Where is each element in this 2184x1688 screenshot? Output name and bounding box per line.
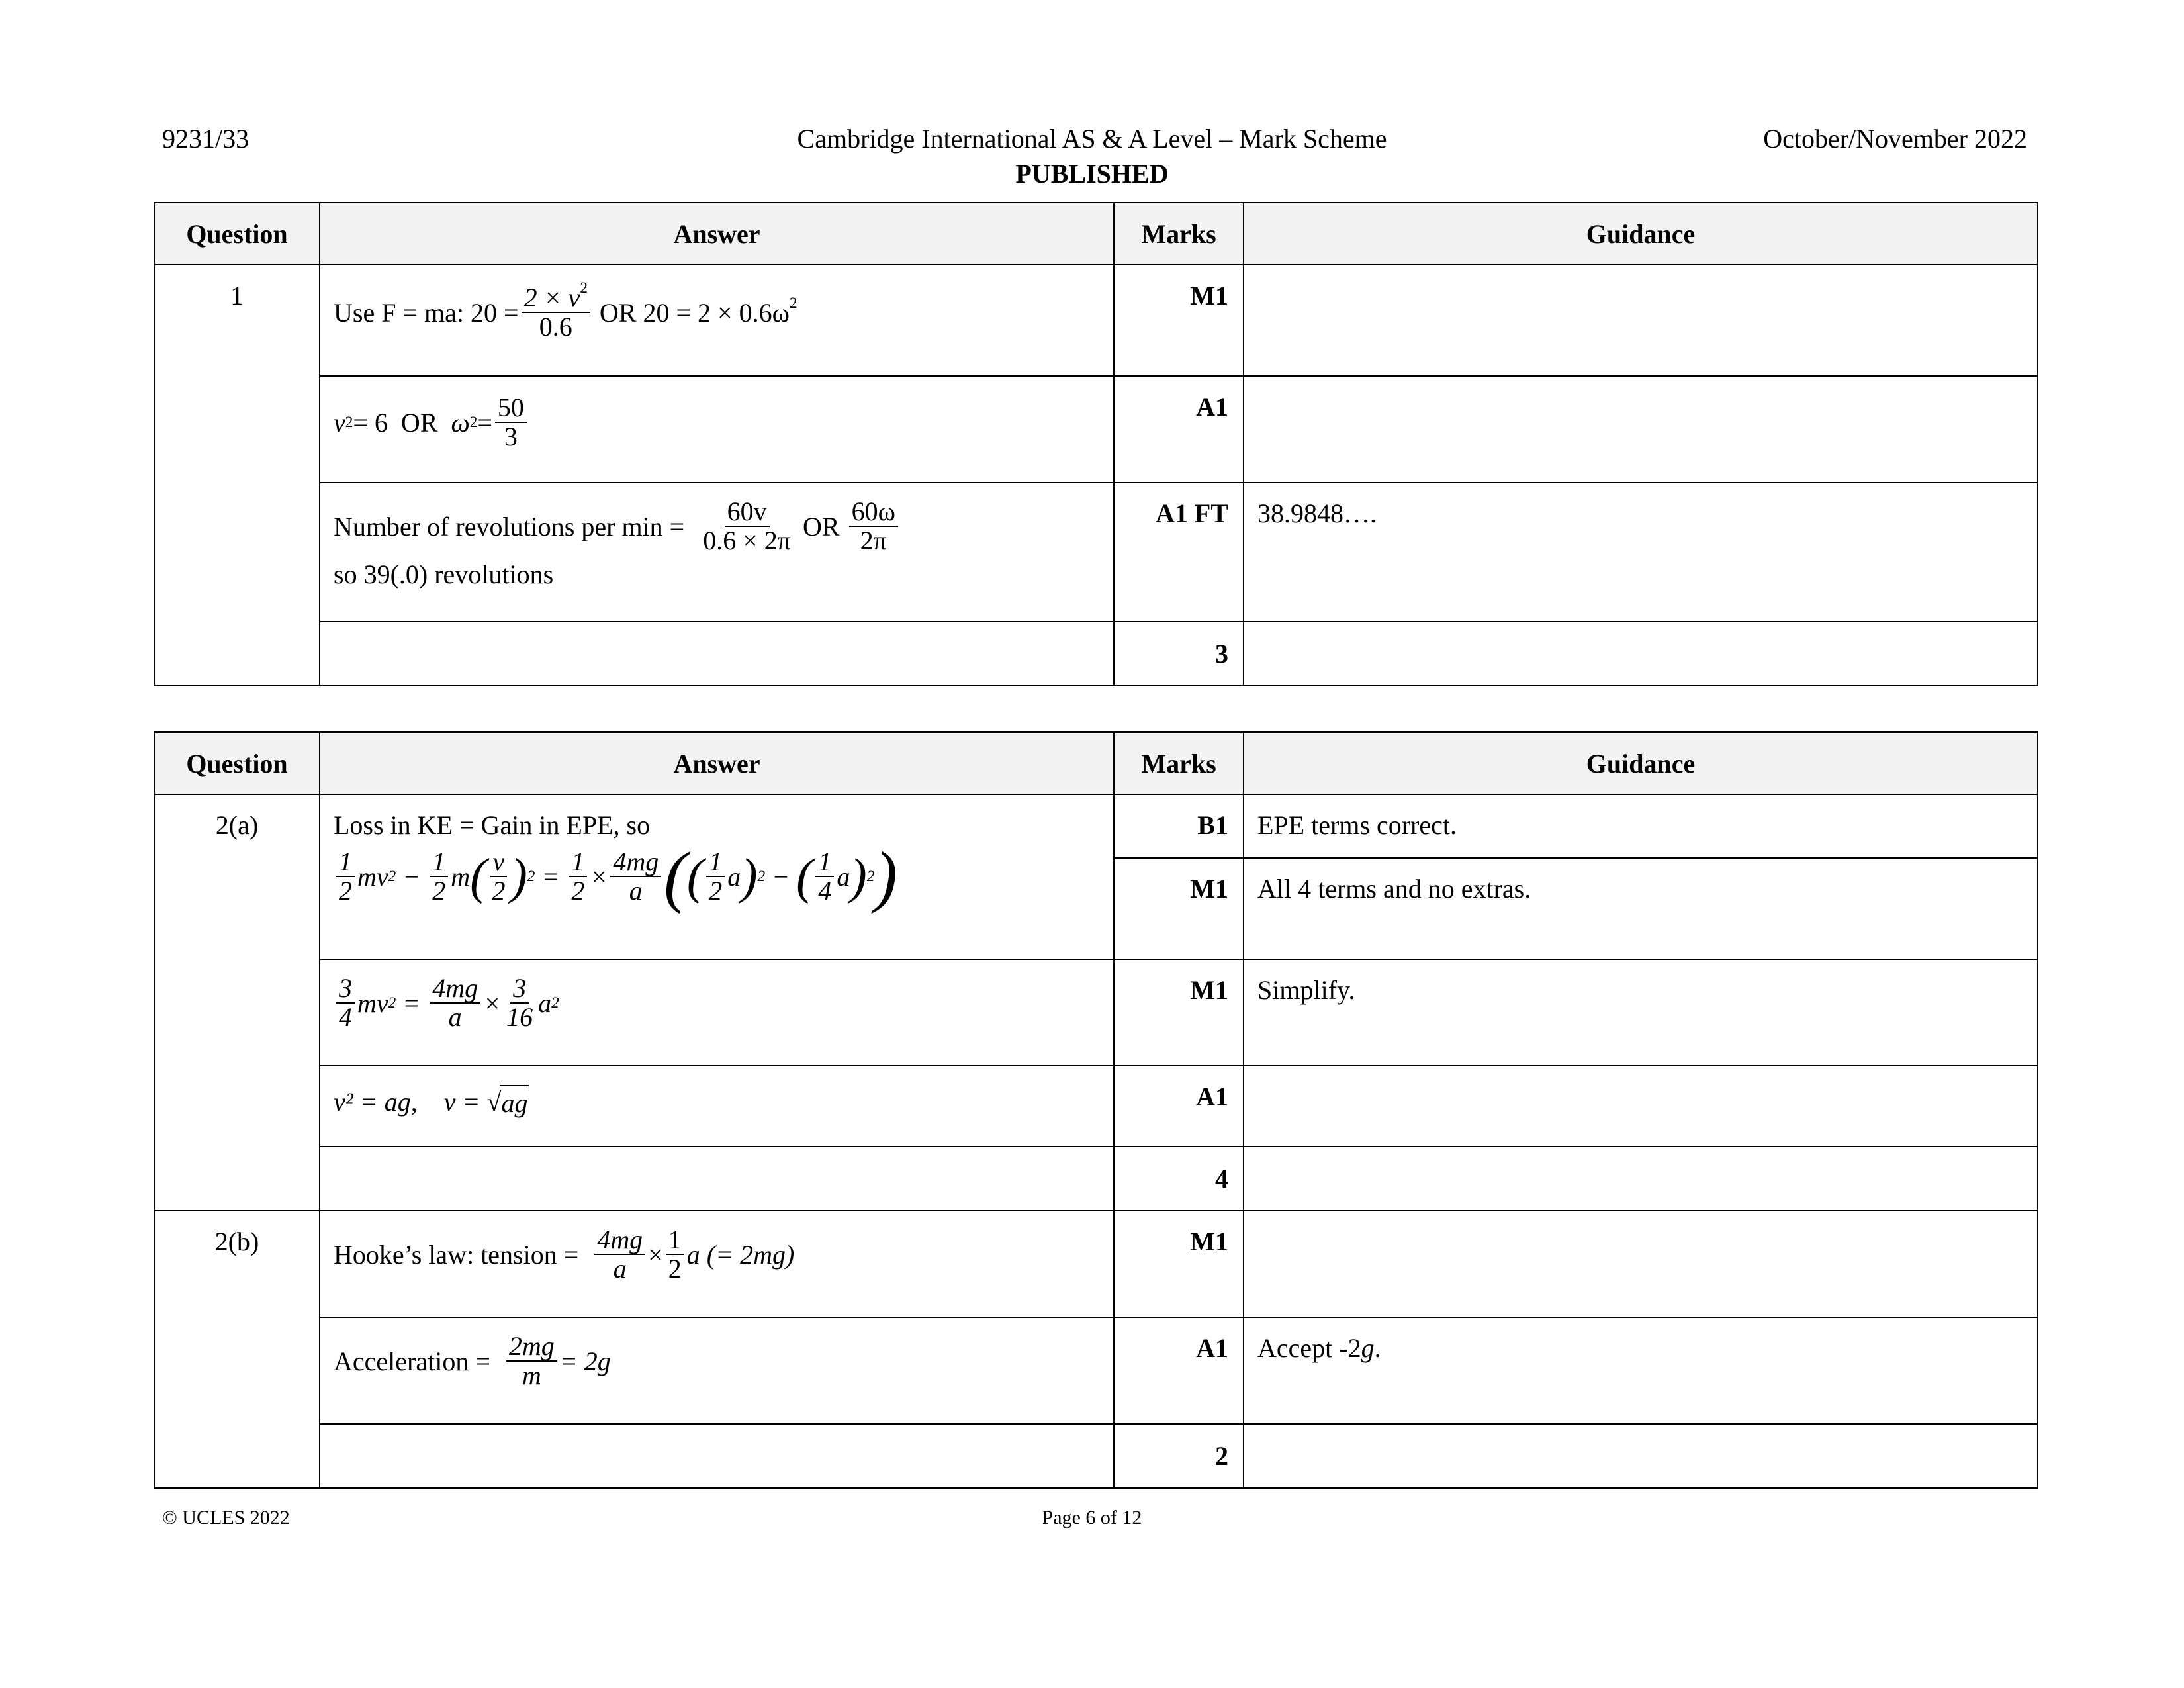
- fraction: [506, 1333, 557, 1389]
- equation-lhs: 20 =: [471, 297, 519, 328]
- answer-cell: v² = ag, v = √ ag: [320, 1066, 1114, 1147]
- answer-prefix: Use F = ma:: [334, 297, 464, 328]
- answer-cell: [320, 959, 1114, 1066]
- guidance-cell: [1244, 1211, 2038, 1317]
- guidance-text: Accept -2: [1257, 1333, 1361, 1363]
- fraction-denominator: m: [522, 1360, 541, 1390]
- eq-v: = 6: [353, 407, 388, 438]
- table-row: [154, 1147, 2038, 1211]
- fraction: $\frac{4mg}{a}$: [594, 1226, 645, 1283]
- answer-cell: v 2 = 6 OR ω 2 = $\frac{50}{3}$: [320, 376, 1114, 483]
- col-guidance-header: Guidance: [1244, 203, 2038, 265]
- answer-cell: [320, 794, 1114, 959]
- question-number: 1: [154, 265, 320, 686]
- header-code: 9231/33: [162, 124, 250, 154]
- guidance-var: g: [1361, 1333, 1375, 1363]
- answer-prefix: Number of revolutions per min =: [334, 511, 685, 541]
- velocity-squared: v² = ag,: [334, 1087, 418, 1117]
- table-row: [154, 1317, 2038, 1424]
- answer-line: Loss in KE = Gain in EPE, so: [334, 810, 651, 840]
- mark-cell: M1: [1114, 265, 1244, 376]
- var-omega: ω: [451, 407, 470, 438]
- col-marks-header: Marks: [1114, 203, 1244, 265]
- mark-cell: A1 FT: [1114, 483, 1244, 622]
- table-header-row: [154, 732, 2038, 794]
- answer-prefix: Acceleration =: [334, 1346, 490, 1376]
- guidance-punct: .: [1374, 1333, 1381, 1363]
- or-text: OR: [400, 407, 438, 438]
- answer-cell: [320, 1317, 1114, 1424]
- guidance-cell: EPE terms correct.: [1244, 794, 2038, 858]
- question-2-table: [154, 731, 2038, 1489]
- table-header-row: [154, 203, 2038, 265]
- total-marks: 2: [1114, 1424, 1244, 1488]
- table-row: [154, 622, 2038, 686]
- answer-cell-empty: [320, 1424, 1114, 1488]
- answer-cell-empty: [320, 622, 1114, 686]
- guidance-cell: All 4 terms and no extras.: [1244, 858, 2038, 959]
- guidance-cell: [1244, 265, 2038, 376]
- guidance-cell: 38.9848….: [1244, 483, 2038, 622]
- footer-copyright: © UCLES 2022: [162, 1507, 290, 1528]
- answer-cell: [320, 483, 1114, 622]
- equation-alt-text: 20 = 2 × 0.6ω: [643, 297, 790, 328]
- table-row: [154, 1066, 2038, 1147]
- guidance-cell: [1244, 376, 2038, 483]
- table-row: [154, 959, 2038, 1066]
- fraction-denominator: 3: [504, 422, 518, 451]
- col-question-header: Question: [154, 732, 320, 794]
- total-marks: 3: [1114, 622, 1244, 686]
- fraction-denominator: 0.6 × 2π: [703, 526, 791, 555]
- header-status: PUBLISHED: [1015, 159, 1169, 189]
- eq-omega: =: [477, 407, 492, 438]
- equation-alt: $20 = 2 \times 0.6\omega^2$: [643, 294, 797, 328]
- question-number: 2(b): [154, 1211, 320, 1488]
- answer-cell: [320, 265, 1114, 376]
- total-marks: 4: [1114, 1147, 1244, 1211]
- table-row: [154, 794, 2038, 858]
- fraction: $\frac{2 \times v^2}{0.6}$: [522, 284, 590, 341]
- guidance-cell: Simplify.: [1244, 959, 2038, 1066]
- answer-prefix: Hooke’s law: tension =: [334, 1239, 579, 1270]
- col-marks-header: Marks: [1114, 732, 1244, 794]
- mark-cell: A1: [1114, 376, 1244, 483]
- guidance-cell-empty: [1244, 1424, 2038, 1488]
- mark-cell: A1: [1114, 1066, 1244, 1147]
- fraction: [495, 394, 527, 451]
- fraction: [700, 498, 794, 555]
- mark-cell: M1: [1114, 959, 1244, 1066]
- velocity-eq: v =: [443, 1087, 480, 1117]
- fraction-denominator: 0.6: [539, 312, 572, 342]
- question-number: 2(a): [154, 794, 320, 1211]
- footer-page-number: Page 6 of 12: [1042, 1507, 1142, 1528]
- header-title: Cambridge International AS & A Level – Mark Scheme: [797, 124, 1387, 154]
- question-1-table: [154, 202, 2038, 686]
- fraction-numerator: 2 × v: [523, 283, 580, 312]
- mark-cell: M1: [1114, 858, 1244, 959]
- col-answer-header: Answer: [320, 203, 1114, 265]
- sqrt-radicand: ag: [500, 1085, 529, 1119]
- answer-cell-empty: [320, 1147, 1114, 1211]
- or-text: OR: [599, 297, 637, 328]
- mark-cell: M1: [1114, 1211, 1244, 1317]
- guidance-cell: [1244, 1317, 2038, 1424]
- table-row: [154, 483, 2038, 622]
- fraction-numerator: 60ω: [849, 498, 898, 527]
- header-session: October/November 2022: [1763, 124, 2027, 154]
- var-v: v: [334, 407, 345, 438]
- fraction-numerator: 2mg: [506, 1333, 557, 1362]
- fraction-numerator: 50: [495, 394, 527, 423]
- col-guidance-header: Guidance: [1244, 732, 2038, 794]
- tension-suffix: a (= 2mg): [686, 1239, 795, 1270]
- answer-cell: Hooke’s law: tension = $\frac{4mg}{a}$ × $\frac{1}{2}$ a (= 2mg): [320, 1211, 1114, 1317]
- answer-line: so 39(.0) revolutions: [334, 559, 554, 589]
- col-question-header: Question: [154, 203, 320, 265]
- table-row: [154, 1211, 2038, 1317]
- guidance-cell: [1244, 1066, 2038, 1147]
- table-row: [154, 376, 2038, 483]
- fraction: [849, 498, 898, 555]
- guidance-cell-empty: [1244, 622, 2038, 686]
- col-answer-header: Answer: [320, 732, 1114, 794]
- guidance-cell-empty: [1244, 1147, 2038, 1211]
- acceleration-result: = 2g: [559, 1346, 611, 1376]
- energy-equation: $\frac{1}{2}$ mv 2 − $\frac{1}{2}$ m ( $\frac{v}{2}$ ) 2 = $\frac{1}{2}$ × $\frac{4mg}{a}$ ( ( $\frac{1}{2}$ a ) 2 − ( $\frac{1}{4}$ a ) 2 ): [334, 842, 1100, 911]
- or-text: OR: [803, 511, 840, 541]
- table-row: [154, 265, 2038, 376]
- fraction: $\frac{1}{2}$: [666, 1226, 684, 1283]
- table-row: [154, 1424, 2038, 1488]
- fraction-numerator: 60v: [725, 498, 770, 527]
- fraction-denominator: 2π: [860, 526, 887, 555]
- mark-cell: B1: [1114, 794, 1244, 858]
- mark-cell: A1: [1114, 1317, 1244, 1424]
- simplified-equation: $\frac{3}{4}$ mv 2 = $\frac{4mg}{a}$ × $\frac{3}{16}$ a 2: [334, 974, 1100, 1031]
